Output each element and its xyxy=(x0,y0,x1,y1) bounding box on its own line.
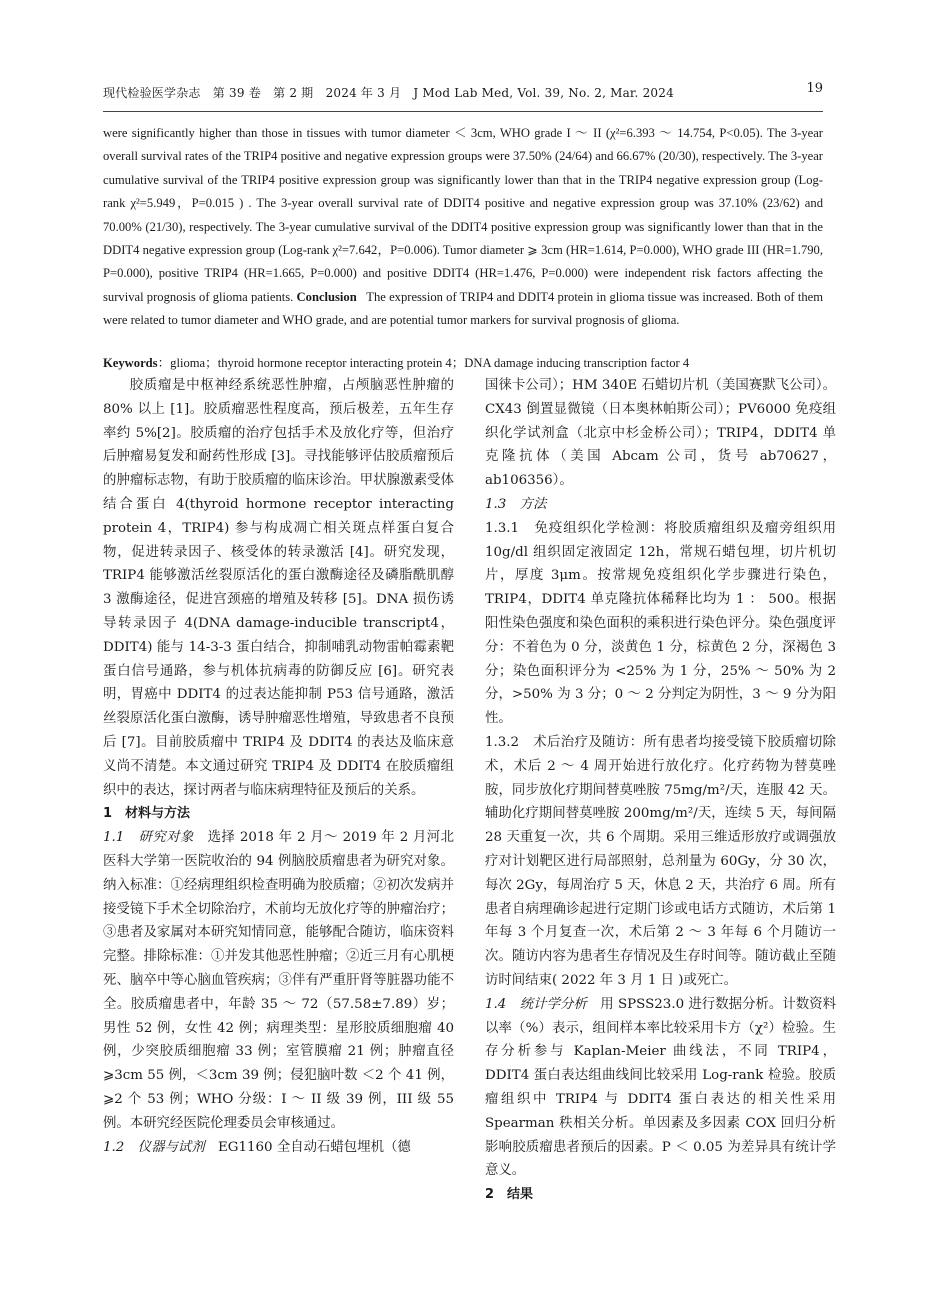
section-1-1-label: 1.1 研究对象 xyxy=(103,830,194,846)
keywords-text: ：glioma；thyroid hormone receptor interacting protein 4；DNA damage inducing transcription factor 4 xyxy=(157,356,690,370)
section-1-3-heading: 1.3 方法 xyxy=(485,496,547,512)
section-1-3-2-paragraph: 1.3.2 术后治疗及随访：所有患者均接受镜下胶质瘤切除术，术后 2 ～ 4 周开始进行放化疗。化疗药物为替莫唑胺，同步放化疗期间替莫唑胺 75mg/m²/天，连服 42 天。辅助化疗期间替莫唑胺 200mg/m²/天，连续 5 天，每间隔 28 天重复一次，共 6 个周期。采用三维适形放疗或调强放疗对计划靶区进行局部照射，总剂量为 60Gy，分 30 次，每次 2Gy，每周治疗 5 天，休息 2 天，共治疗 6 周。所有患者自病理确诊起进行定期门诊或电话方式随访，术后第 1 年每 3 个月复查一次，术后第 2 ～ 3 年每 6 个月随访一次。随访内容为患者生存情况及生存时间等。随访截止至随访时间结束( 2022 年 3 月 1 日 )或死亡。 xyxy=(485,734,836,988)
english-abstract xyxy=(103,122,823,333)
conclusion-label: Conclusion xyxy=(296,289,357,304)
header-rule xyxy=(103,111,823,112)
conclusion-text: The expression of TRIP4 and DDIT4 protein in glioma tissue was increased. Both of them were related to tumor diameter and WHO grade, and are potential tumor markers for survival prognosis of glioma. xyxy=(103,289,824,328)
left-column xyxy=(103,374,454,1159)
right-column xyxy=(485,374,836,1207)
section-1-heading: 1 材料与方法 xyxy=(103,806,191,822)
section-1-4-label: 1.4 统计学分析 xyxy=(485,996,587,1012)
abstract-results-text: were significantly higher than those in tissues with tumor diameter ＜ 3cm, WHO grade I ～ II (χ²=6.393 ～ 14.754, P<0.05). The 3-year overall survival rates of the TRIP4 positive and negative expression groups were 37.50% (24/64) and 66.67% (20/30), respectively. The 3-year cumulative survival of the TRIP4 positive expression group was significantly lower than that in the TRIP4 negative expression group (Log-rank χ²=5.949，P=0.015 ) . The 3-year overall survival rate of DDIT4 positive and negative expression group was 37.10% (23/62) and 70.00% (21/30), respectively. The 3-year cumulative survival of the DDIT4 positive expression group was significantly lower than that in the DDIT4 negative expression group (Log-rank χ²=7.642，P=0.006). Tumor diameter ⩾ 3cm (HR=1.614, P=0.000), WHO grade III (HR=1.790, P=0.000), positive TRIP4 (HR=1.665, P=0.000) and positive DDIT4 (HR=1.476, P=0.000) were independent risk factors affecting the survival prognosis of glioma patients. xyxy=(103,126,823,304)
section-1-2-paragraph xyxy=(103,1136,454,1160)
section-1-1-paragraph xyxy=(103,826,454,1135)
section-1-2-text: EG1160 全自动石蜡包埋机（德 xyxy=(204,1139,411,1155)
journal-citation: 现代检验医学杂志 第 39 卷 第 2 期 2024 年 3 月 J Mod Lab Med, Vol. 39, No. 2, Mar. 2024 xyxy=(103,86,674,100)
intro-paragraph: 胶质瘤是中枢神经系统恶性肿瘤，占颅脑恶性肿瘤的 80% 以上 [1]。胶质瘤恶性程度高，预后极差，五年生存率约 5%[2]。胶质瘤的治疗包括手术及放化疗等，但治疗后肿瘤易复发和耐药性形成 [3]。寻找能够评估胶质瘤预后的肿瘤标志物，有助于胶质瘤的临床诊治。甲状腺激素受体结合蛋白 4(thyroid hormone receptor interacting protein 4，TRIP4) 参与构成凋亡相关斑点样蛋白复合物，促进转录因子、核受体的转录激活 [4]。研究发现，TRIP4 能够激活丝裂原活化的蛋白激酶途径及磷脂酰肌醇 3 激酶途径，促进宫颈癌的增殖及转移 [5]。DNA 损伤诱导转录因子 4(DNA damage-inducible transcript4，DDIT4) 能与 14-3-3 蛋白结合，抑制哺乳动物雷帕霉素靶蛋白信号通路，参与机体抗病毒的防御反应 [6]。研究表明，胃癌中 DDIT4 的过表达能抑制 P53 信号通路，激活丝裂原活化蛋白激酶，诱导肿瘤恶性增殖，导致患者不良预后 [7]。目前胶质瘤中 TRIP4 及 DDIT4 的表达及临床意义尚不清楚。本文通过研究 TRIP4 及 DDIT4 在胶质瘤组织中的表达，探讨两者与临床病理特征及预后的关系。 xyxy=(103,378,454,798)
section-1-4-paragraph xyxy=(485,993,836,1183)
keywords-label: Keywords xyxy=(103,356,158,370)
section-1-1-text: 选择 2018 年 2 月～ 2019 年 2 月河北医科大学第一医院收治的 94 例脑胶质瘤患者为研究对象。纳入标准：①经病理组织检查明确为胶质瘤；②初次发病并接受镜下手术全切除治疗，术前均无放化疗等的肿瘤治疗；③患者及家属对本研究知情同意，能够配合随访，临床资料完整。排除标准：①并发其他恶性肿瘤；②近三月有心肌梗死、脑卒中等心脑血管疾病；③伴有严重肝肾等脏器功能不全。胶质瘤患者中，年龄 35 ～ 72（57.58±7.89）岁；男性 52 例，女性 42 例；病理类型：星形胶质细胞瘤 40 例，少突胶质细胞瘤 33 例；室管膜瘤 21 例；肿瘤直径 ⩾3cm 55 例，＜3cm 39 例；侵犯脑叶数 ＜2 个 41 例，⩾2 个 53 例；WHO 分级：I ～ II 级 39 例，III 级 55 例。本研究经医院伦理委员会审核通过。 xyxy=(103,830,455,1131)
running-header xyxy=(103,81,823,104)
section-1-2-label: 1.2 仪器与试剂 xyxy=(103,1139,205,1155)
section-1-2-continued: 国徕卡公司）；HM 340E 石蜡切片机（美国赛默飞公司）。CX43 倒置显微镜（日本奥林帕斯公司）；PV6000 免疫组织化学试剂盒（北京中杉金桥公司）；TRIP4，DDIT4 单克隆抗体（美国 Abcam 公司，货号 ab70627，ab106356）。 xyxy=(485,378,836,489)
section-1-4-text: 用 SPSS23.0 进行数据分析。计数资料以率（%）表示，组间样本率比较采用卡方（χ²）检验。生存分析参与 Kaplan-Meier 曲线法，不同 TRIP4，DDIT4 蛋白表达组曲线间比较采用 Log-rank 检验。胶质瘤组织中 TRIP4 与 DDIT4 蛋白表达的相关性采用 Spearman 秩相关分析。单因素及多因素 COX 回归分析影响胶质瘤患者预后的因素。P ＜ 0.05 为差异具有统计学意义。 xyxy=(485,996,836,1179)
keywords-line xyxy=(103,352,833,371)
page-number: 19 xyxy=(806,81,823,96)
section-2-heading: 2 结果 xyxy=(485,1187,534,1203)
section-1-3-1-paragraph: 1.3.1 免疫组织化学检测：将胶质瘤组织及瘤旁组织用 10g/dl 组织固定液固定 12h，常规石蜡包埋，切片机切片，厚度 3μm。按常规免疫组织化学步骤进行染色，TRIP4，DDIT4 单克隆抗体稀释比均为 1 ： 500。根据阳性染色强度和染色面积的乘积进行染色评分。染色强度评分：不着色为 0 分，淡黄色 1 分，棕黄色 2 分，深褐色 3 分；染色面积评分为 <25% 为 1 分，25% ～ 50% 为 2 分，>50% 为 3 分；0 ～ 2 分判定为阴性，3 ～ 9 分为阳性。 xyxy=(485,520,836,727)
